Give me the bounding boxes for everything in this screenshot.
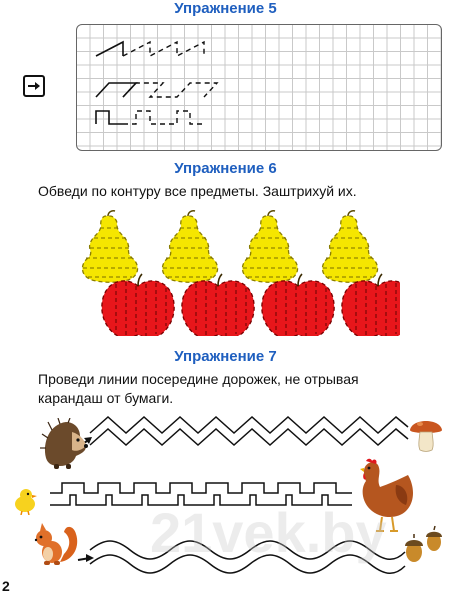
pear-2 <box>162 211 217 283</box>
exercise-5-title: Упражнение 5 <box>174 0 277 17</box>
page-number: 2 <box>2 578 10 594</box>
exercise-6-instruction: Обведи по контуру все предметы. Заштрихуй их. <box>38 183 357 199</box>
acorn-icon <box>402 522 446 566</box>
hedgehog-icon <box>40 418 90 470</box>
zigzag-track <box>70 405 410 455</box>
tracing-grid <box>76 24 442 151</box>
apple-4 <box>342 274 400 336</box>
chick-icon <box>10 485 40 515</box>
watermark: 21vek.by <box>150 501 387 564</box>
exercise-7-instruction: Проведи линии посередине дорожек, не отрывая карандаш от бумаги. <box>38 371 359 406</box>
pear-1 <box>82 211 137 283</box>
pear-3 <box>242 211 297 283</box>
right-arrow-box-icon <box>23 75 45 97</box>
squirrel-icon <box>30 518 82 568</box>
pear-4 <box>322 211 377 283</box>
apple-1 <box>102 274 174 336</box>
fruit-tracing-area <box>60 206 400 336</box>
apple-3 <box>262 274 334 336</box>
exercise-6-title: Упражнение 6 <box>174 160 277 177</box>
mushroom-icon <box>408 414 444 454</box>
exercise-7-title: Упражнение 7 <box>174 348 277 365</box>
grid-pattern-lines <box>77 25 442 151</box>
apple-2 <box>182 274 254 336</box>
